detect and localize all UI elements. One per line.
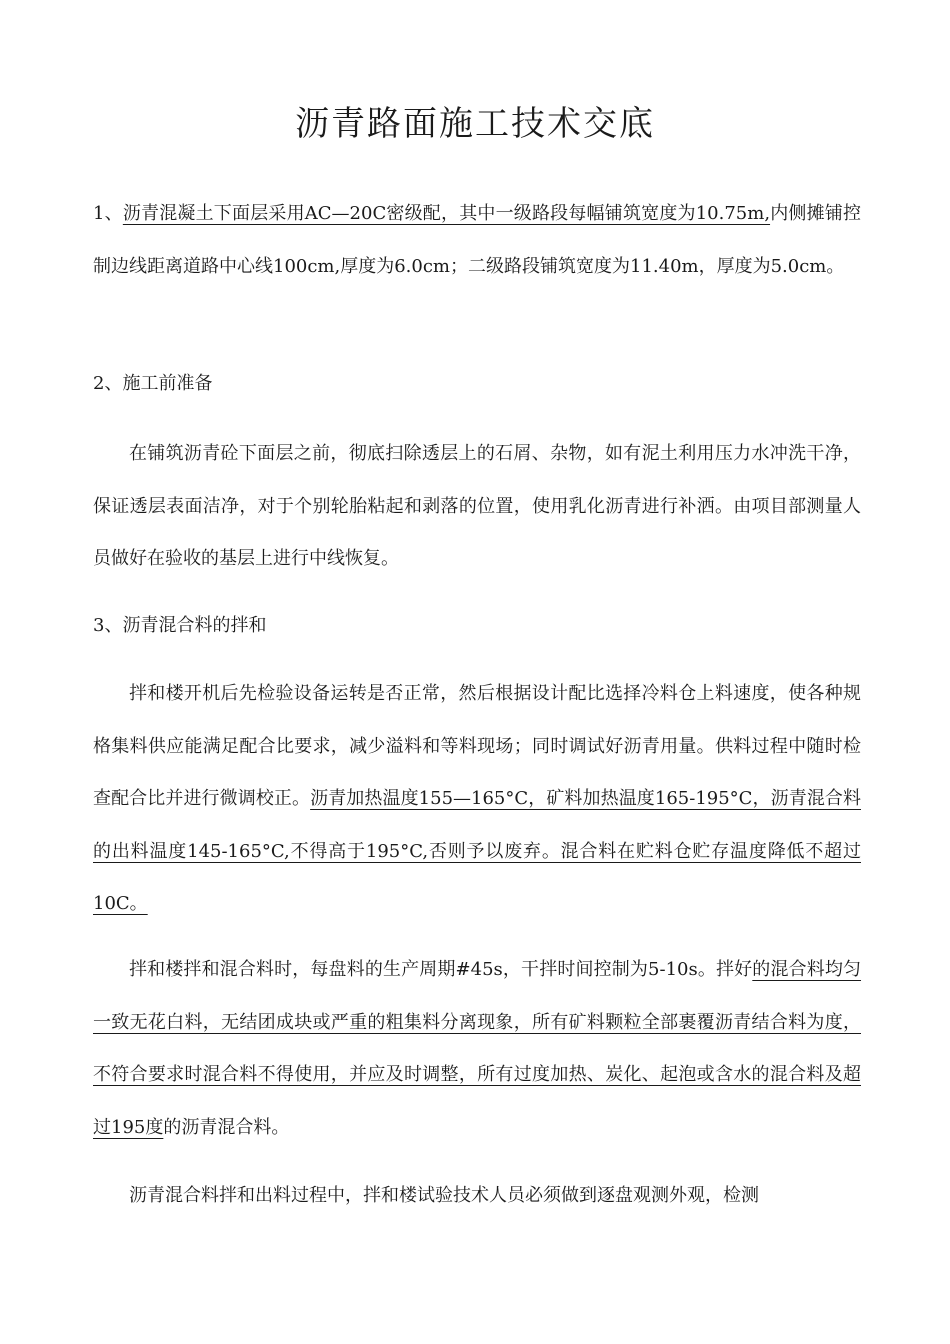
paragraph-4-underlined-text: 的混合料均匀一致无花白料，无结团成块或严重的粗集料分离现象，所有矿料颗粒全部裹覆沥青结合料为度，不符合要求时混合料不得使用，并应及时调整，所有过度加热、炭化、起泡或含水的混合料及超过195度 (93, 959, 862, 1138)
paragraph-3-underlined-text: 沥青加热温度155—165°C，矿料加热温度165-195°C，沥青混合料的出料温度145-165°C,不得高于195°C,否则予以废弃。混合料在贮料仓贮存温度降低不超过10C。 (93, 788, 861, 914)
document-title: 沥青路面施工技术交底 (295, 104, 655, 144)
paragraph-3-text: 拌和楼开机后先检验设备运转是否正常，然后根据设计配比选择冷料仓上料速度，使各种规格集料供应能满足配合比要求，减少溢料和等料现场；同时调试好沥青用量。供料过程中随时检查配合比并进行微调校正。 (93, 683, 861, 809)
paragraph-1-number: 1、 (93, 203, 123, 224)
paragraph-4 (93, 944, 861, 1154)
paragraph-3 (93, 668, 861, 931)
paragraph-4-tail: 的沥青混合料。 (163, 1116, 290, 1138)
paragraph-4-text: 拌和楼拌和混合料时，每盘料的生产周期#45s，干拌时间控制为5-10s。拌好 (129, 959, 753, 980)
paragraph-1-text: 内侧摊铺控制边线距离道路中心线100cm,厚度为6.0cm；二级路段铺筑宽度为11.40m，厚度为5.0cm。 (93, 203, 862, 277)
section-heading-2: 2、施工前准备 (93, 373, 213, 394)
paragraph-1-underlined-text: 沥青混凝土下面层采用AC—20C密级配，其中一级路段每幅铺筑宽度为10.75m, (122, 203, 771, 224)
paragraph-5: 沥青混合料拌和出料过程中，拌和楼试验技术人员必须做到逐盘观测外观，检测 (129, 1185, 759, 1206)
paragraph-2: 在铺筑沥青砼下面层之前，彻底扫除透层上的石屑、杂物，如有泥土利用压力水冲洗干净，保证透层表面洁净，对于个别轮胎粘起和剥落的位置，使用乳化沥青进行补洒。由项目部测量人员做好在验收的基层上进行中线恢复。 (93, 443, 861, 569)
paragraph-1 (93, 188, 861, 293)
section-heading-3: 3、沥青混合料的拌和 (93, 615, 267, 636)
